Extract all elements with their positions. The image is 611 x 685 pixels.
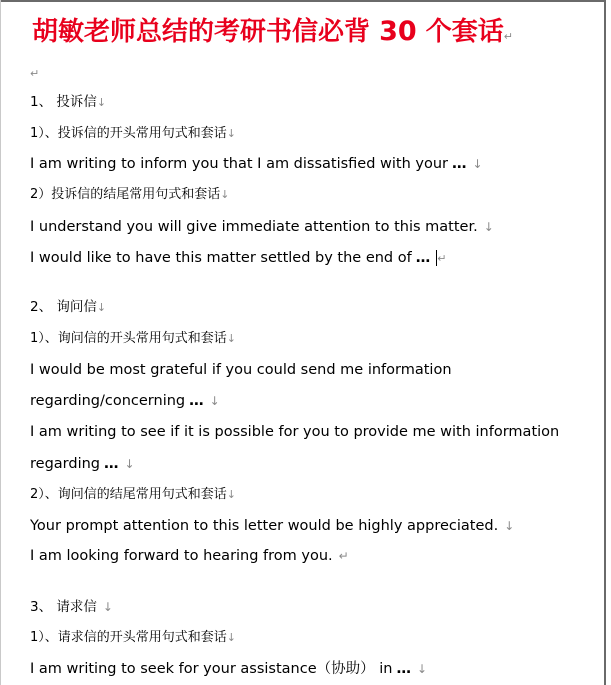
- title-number: 30: [379, 16, 417, 47]
- section-heading-inquiry: 2、 询问信↓: [30, 299, 107, 315]
- page-border-left: [0, 0, 1, 685]
- title-text-after: 个套话: [425, 17, 504, 47]
- complaint-closing-line-1: I understand you will give immediate attention to this matter. ↓: [30, 219, 494, 235]
- empty-paragraph: [30, 64, 39, 83]
- request-opening-line-1: I am writing to seek for your assistance（协助） in … ↓: [30, 661, 428, 677]
- page-border-top: [0, 0, 606, 2]
- inquiry-opening-line-2: regarding/concerning … ↓: [30, 393, 220, 409]
- title-text-before: 胡敏老师总结的考研书信必背: [32, 17, 371, 47]
- section-heading-complaint: 1、 投诉信↓: [30, 94, 107, 110]
- paragraph-mark: ↵: [503, 30, 513, 43]
- document-title: [32, 11, 513, 48]
- section-heading-request: 3、 请求信 ↓: [30, 599, 113, 615]
- inquiry-closing-line-2: I am looking forward to hearing from you. ↵: [30, 548, 349, 564]
- inquiry-opening-line-4: regarding … ↓: [30, 456, 135, 472]
- inquiry-opening-label: 1）、询问信的开头常用句式和套话↓: [30, 331, 236, 346]
- complaint-opening-label: 1）、投诉信的开头常用句式和套话↓: [30, 126, 236, 141]
- inquiry-opening-line-3: I am writing to see if it is possible for you to provide me with information: [30, 424, 560, 440]
- complaint-closing-line-2: I would like to have this matter settled by the end of … ↵: [30, 250, 447, 266]
- inquiry-closing-line-1: Your prompt attention to this letter would be highly appreciated. ↓: [30, 518, 515, 534]
- complaint-closing-label: 2）投诉信的结尾常用句式和套话↓: [30, 187, 230, 202]
- request-opening-label: 1）、请求信的开头常用句式和套话↓: [30, 630, 236, 645]
- complaint-opening-line-1: I am writing to inform you that I am dissatisfied with your … ↓: [30, 156, 483, 172]
- paragraph-mark: ↵: [30, 67, 40, 80]
- inquiry-closing-label: 2）、询问信的结尾常用句式和套话↓: [30, 487, 236, 502]
- inquiry-opening-line-1: I would be most grateful if you could send me information: [30, 362, 452, 378]
- page-border-right: [604, 0, 606, 685]
